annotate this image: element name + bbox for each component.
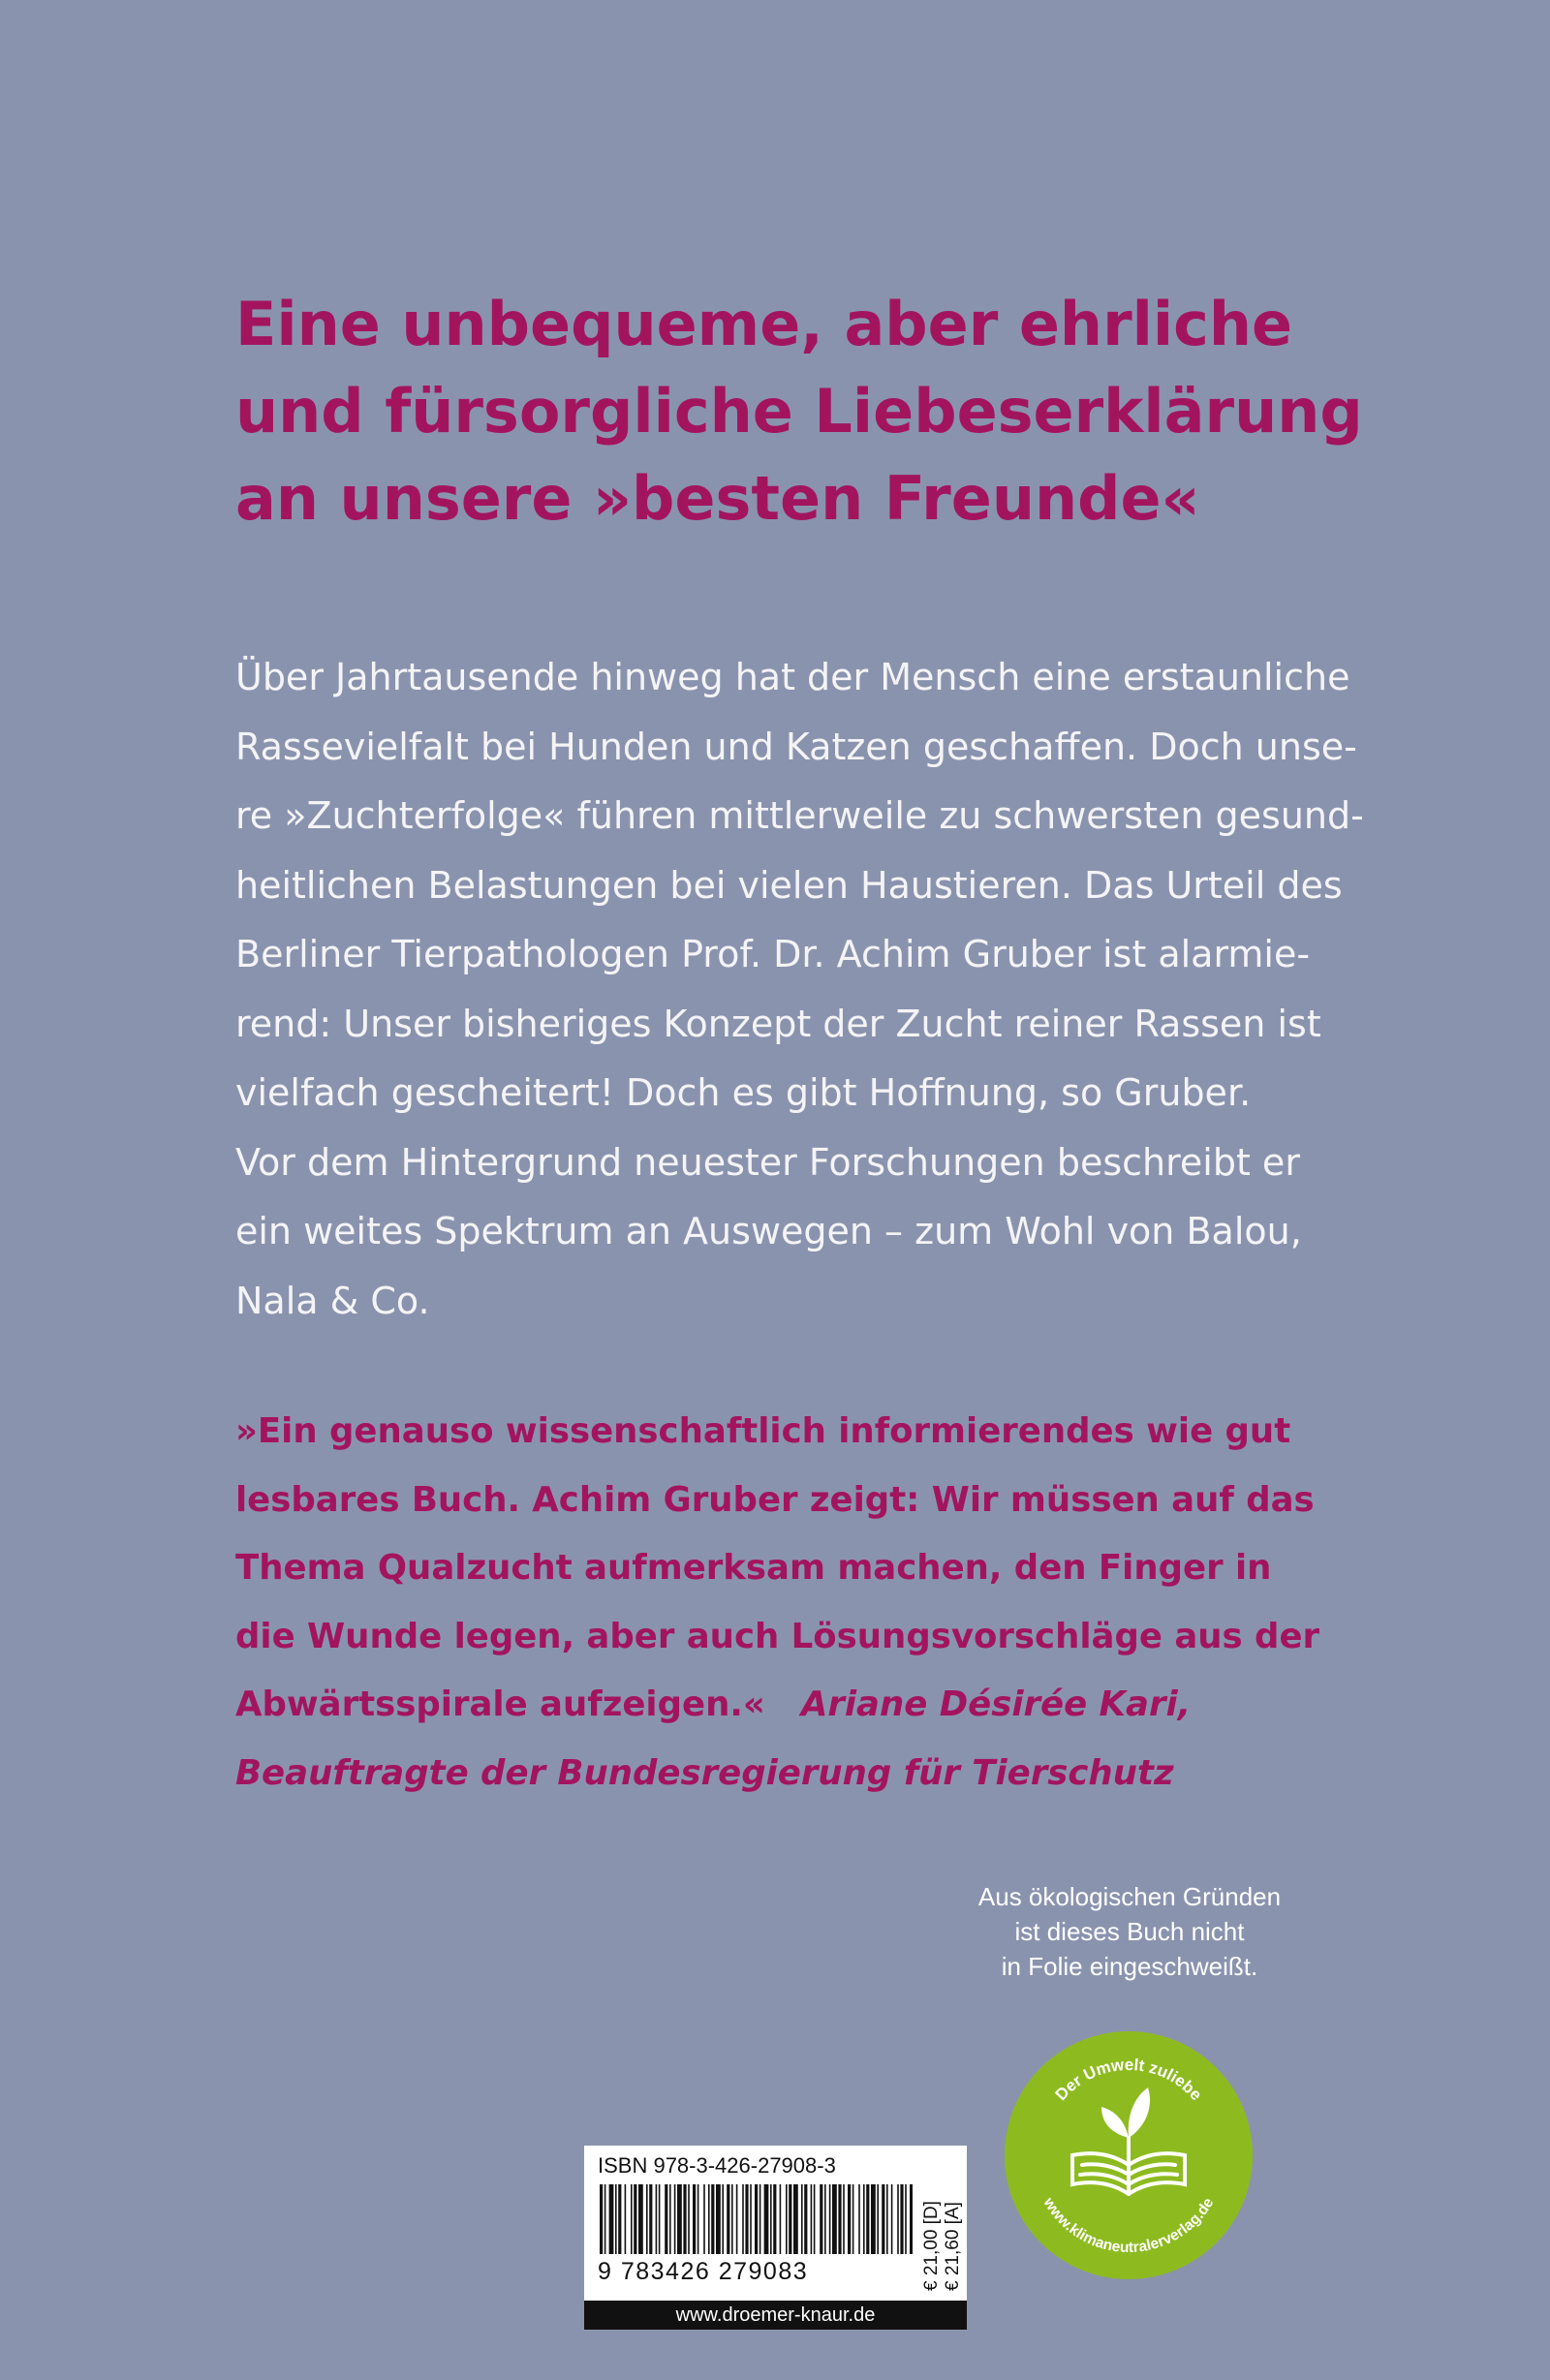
barcode-bar — [609, 2184, 614, 2254]
quote-author: Ariane Désirée Kari, — [800, 1685, 1192, 1724]
eco-note-line: Aus ökologischen Gründen — [977, 1882, 1282, 1911]
barcode-bar — [897, 2184, 899, 2254]
quote-line: Abwärtsspirale aufzeigen.« — [235, 1685, 765, 1724]
barcode-bar — [665, 2184, 667, 2254]
isbn-barcode-box — [584, 2146, 967, 2301]
eco-note-line: in Folie eingeschweißt. — [1001, 1952, 1258, 1981]
barcode-bar — [736, 2184, 738, 2254]
barcode-bar — [848, 2184, 851, 2254]
quote-line: »Ein genauso wissenschaftlich informierendes wie gut — [235, 1411, 1291, 1451]
barcode-bar — [773, 2184, 776, 2254]
blurb-line: rend: Unser bisheriges Konzept der Zucht reiner Rassen ist — [235, 1002, 1321, 1045]
barcode-bar — [770, 2184, 772, 2254]
barcode-bar — [669, 2184, 671, 2254]
isbn-label: ISBN 978-3-426-27908-3 — [598, 2153, 836, 2178]
quote-line: die Wunde legen, aber auch Lösungsvorschläge aus der — [235, 1616, 1320, 1656]
barcode-bar — [852, 2184, 854, 2254]
barcode-bar — [814, 2184, 816, 2254]
barcode-bar — [910, 2184, 913, 2254]
blurb-line: ein weites Spektrum an Auswegen – zum Wohl von Balou, — [235, 1210, 1302, 1252]
barcode-bar — [604, 2184, 606, 2254]
barcode-bar — [829, 2184, 831, 2254]
barcode-bar — [618, 2184, 621, 2254]
quote-last-line — [235, 1671, 1398, 1740]
headline — [235, 281, 1437, 542]
barcode-bar — [824, 2184, 826, 2254]
barcode-bar — [760, 2184, 761, 2254]
quote-author-role: Beauftragte der Bundesregierung für Tierschutz — [235, 1752, 1174, 1793]
barcode-bar — [600, 2184, 603, 2254]
badge-bottom-text: www.klimaneutralerverlag.de — [1039, 2195, 1218, 2257]
barcode-bar — [716, 2184, 721, 2254]
blurb-text — [235, 643, 1398, 1336]
barcode-bar — [649, 2184, 652, 2254]
barcode-bar — [677, 2184, 682, 2254]
barcode-bar — [886, 2184, 888, 2254]
barcode-bar — [863, 2184, 865, 2254]
blurb-line: Rassevielfalt bei Hunden und Katzen geschaffen. Doch unse- — [235, 725, 1357, 768]
headline-line: und fürsorgliche Liebeserklärung — [235, 376, 1363, 447]
barcode-bar — [780, 2184, 782, 2254]
barcode-bar — [832, 2184, 837, 2254]
barcode-bar — [745, 2184, 748, 2254]
barcode-bar — [727, 2184, 729, 2254]
barcode-bar — [801, 2184, 803, 2254]
barcode-bar — [703, 2184, 705, 2254]
barcode-bar — [688, 2184, 690, 2254]
price-austria: € 21,60 [A] — [943, 2202, 963, 2291]
barcode-bar — [656, 2184, 658, 2254]
barcode-bar — [631, 2184, 633, 2254]
barcode-bar — [804, 2184, 807, 2254]
barcode-bar — [905, 2184, 907, 2254]
barcode-bar — [615, 2184, 617, 2254]
publisher-url[interactable]: www.droemer-knaur.de — [584, 2301, 967, 2330]
blurb-line: Über Jahrtausende hinweg hat der Mensch eine erstaunliche — [235, 656, 1350, 698]
barcode-bar — [891, 2184, 893, 2254]
eco-note-line: ist dieses Buch nicht — [1014, 1917, 1245, 1946]
barcode-bar — [683, 2184, 686, 2254]
barcode-bar — [750, 2184, 752, 2254]
barcode-bar — [722, 2184, 724, 2254]
isbn-digits: 9 783426 279083 — [598, 2258, 809, 2285]
eco-badge — [1003, 2029, 1255, 2281]
review-quote — [235, 1398, 1398, 1808]
blurb-line: heitlichen Belastungen bei vielen Haustieren. Das Urteil des — [235, 863, 1343, 907]
price-germany: € 21,00 [D] — [921, 2201, 942, 2291]
barcode-bar — [882, 2184, 884, 2254]
barcode-bar — [866, 2184, 869, 2254]
barcode-bar — [877, 2184, 879, 2254]
headline-line: an unsere »besten Freunde« — [235, 463, 1200, 534]
barcode-bar — [698, 2184, 699, 2254]
barcode-bar — [634, 2184, 636, 2254]
barcode-bar — [858, 2184, 860, 2254]
barcode-bar — [638, 2184, 643, 2254]
barcode-bar — [708, 2184, 710, 2254]
barcode-bar — [820, 2184, 822, 2254]
blurb-line: Nala & Co. — [235, 1279, 430, 1322]
barcode-bar — [755, 2184, 758, 2254]
barcode-bar — [871, 2184, 876, 2254]
barcode-bar — [674, 2184, 676, 2254]
barcode-bar — [900, 2184, 903, 2254]
barcode-bar — [693, 2184, 696, 2254]
barcode-bar — [764, 2184, 769, 2254]
barcode — [598, 2184, 913, 2254]
barcode-bar — [838, 2184, 841, 2254]
barcode-bar — [786, 2184, 788, 2254]
eco-note — [920, 1879, 1339, 1984]
blurb-line: vielfach gescheitert! Doch es gibt Hoffnung, so Gruber. — [235, 1071, 1252, 1114]
barcode-bar — [843, 2184, 845, 2254]
quote-line: Thema Qualzucht aufmerksam machen, den Finger in — [235, 1548, 1272, 1588]
barcode-bar — [731, 2184, 733, 2254]
barcode-bar — [646, 2184, 648, 2254]
barcode-bar — [793, 2184, 798, 2254]
barcode-bar — [625, 2184, 627, 2254]
barcode-bar — [789, 2184, 791, 2254]
price-block — [921, 2184, 964, 2291]
headline-line: Eine unbequeme, aber ehrliche — [235, 289, 1293, 359]
blurb-line: re »Zuchterfolge« führen mittlerweile zu schwersten gesund- — [235, 794, 1364, 837]
blurb-line: Berliner Tierpathologen Prof. Dr. Achim Gruber ist alarmie- — [235, 933, 1311, 975]
barcode-bar — [742, 2184, 744, 2254]
barcode-bar — [811, 2184, 813, 2254]
quote-line: lesbares Buch. Achim Gruber zeigt: Wir müssen auf das — [235, 1479, 1315, 1520]
barcode-bar — [711, 2184, 714, 2254]
blurb-line: Vor dem Hintergrund neuester Forschungen beschreibt er — [235, 1140, 1300, 1184]
badge-top-text: Der Umwelt zuliebe — [1051, 2055, 1206, 2105]
barcode-bar — [659, 2184, 661, 2254]
